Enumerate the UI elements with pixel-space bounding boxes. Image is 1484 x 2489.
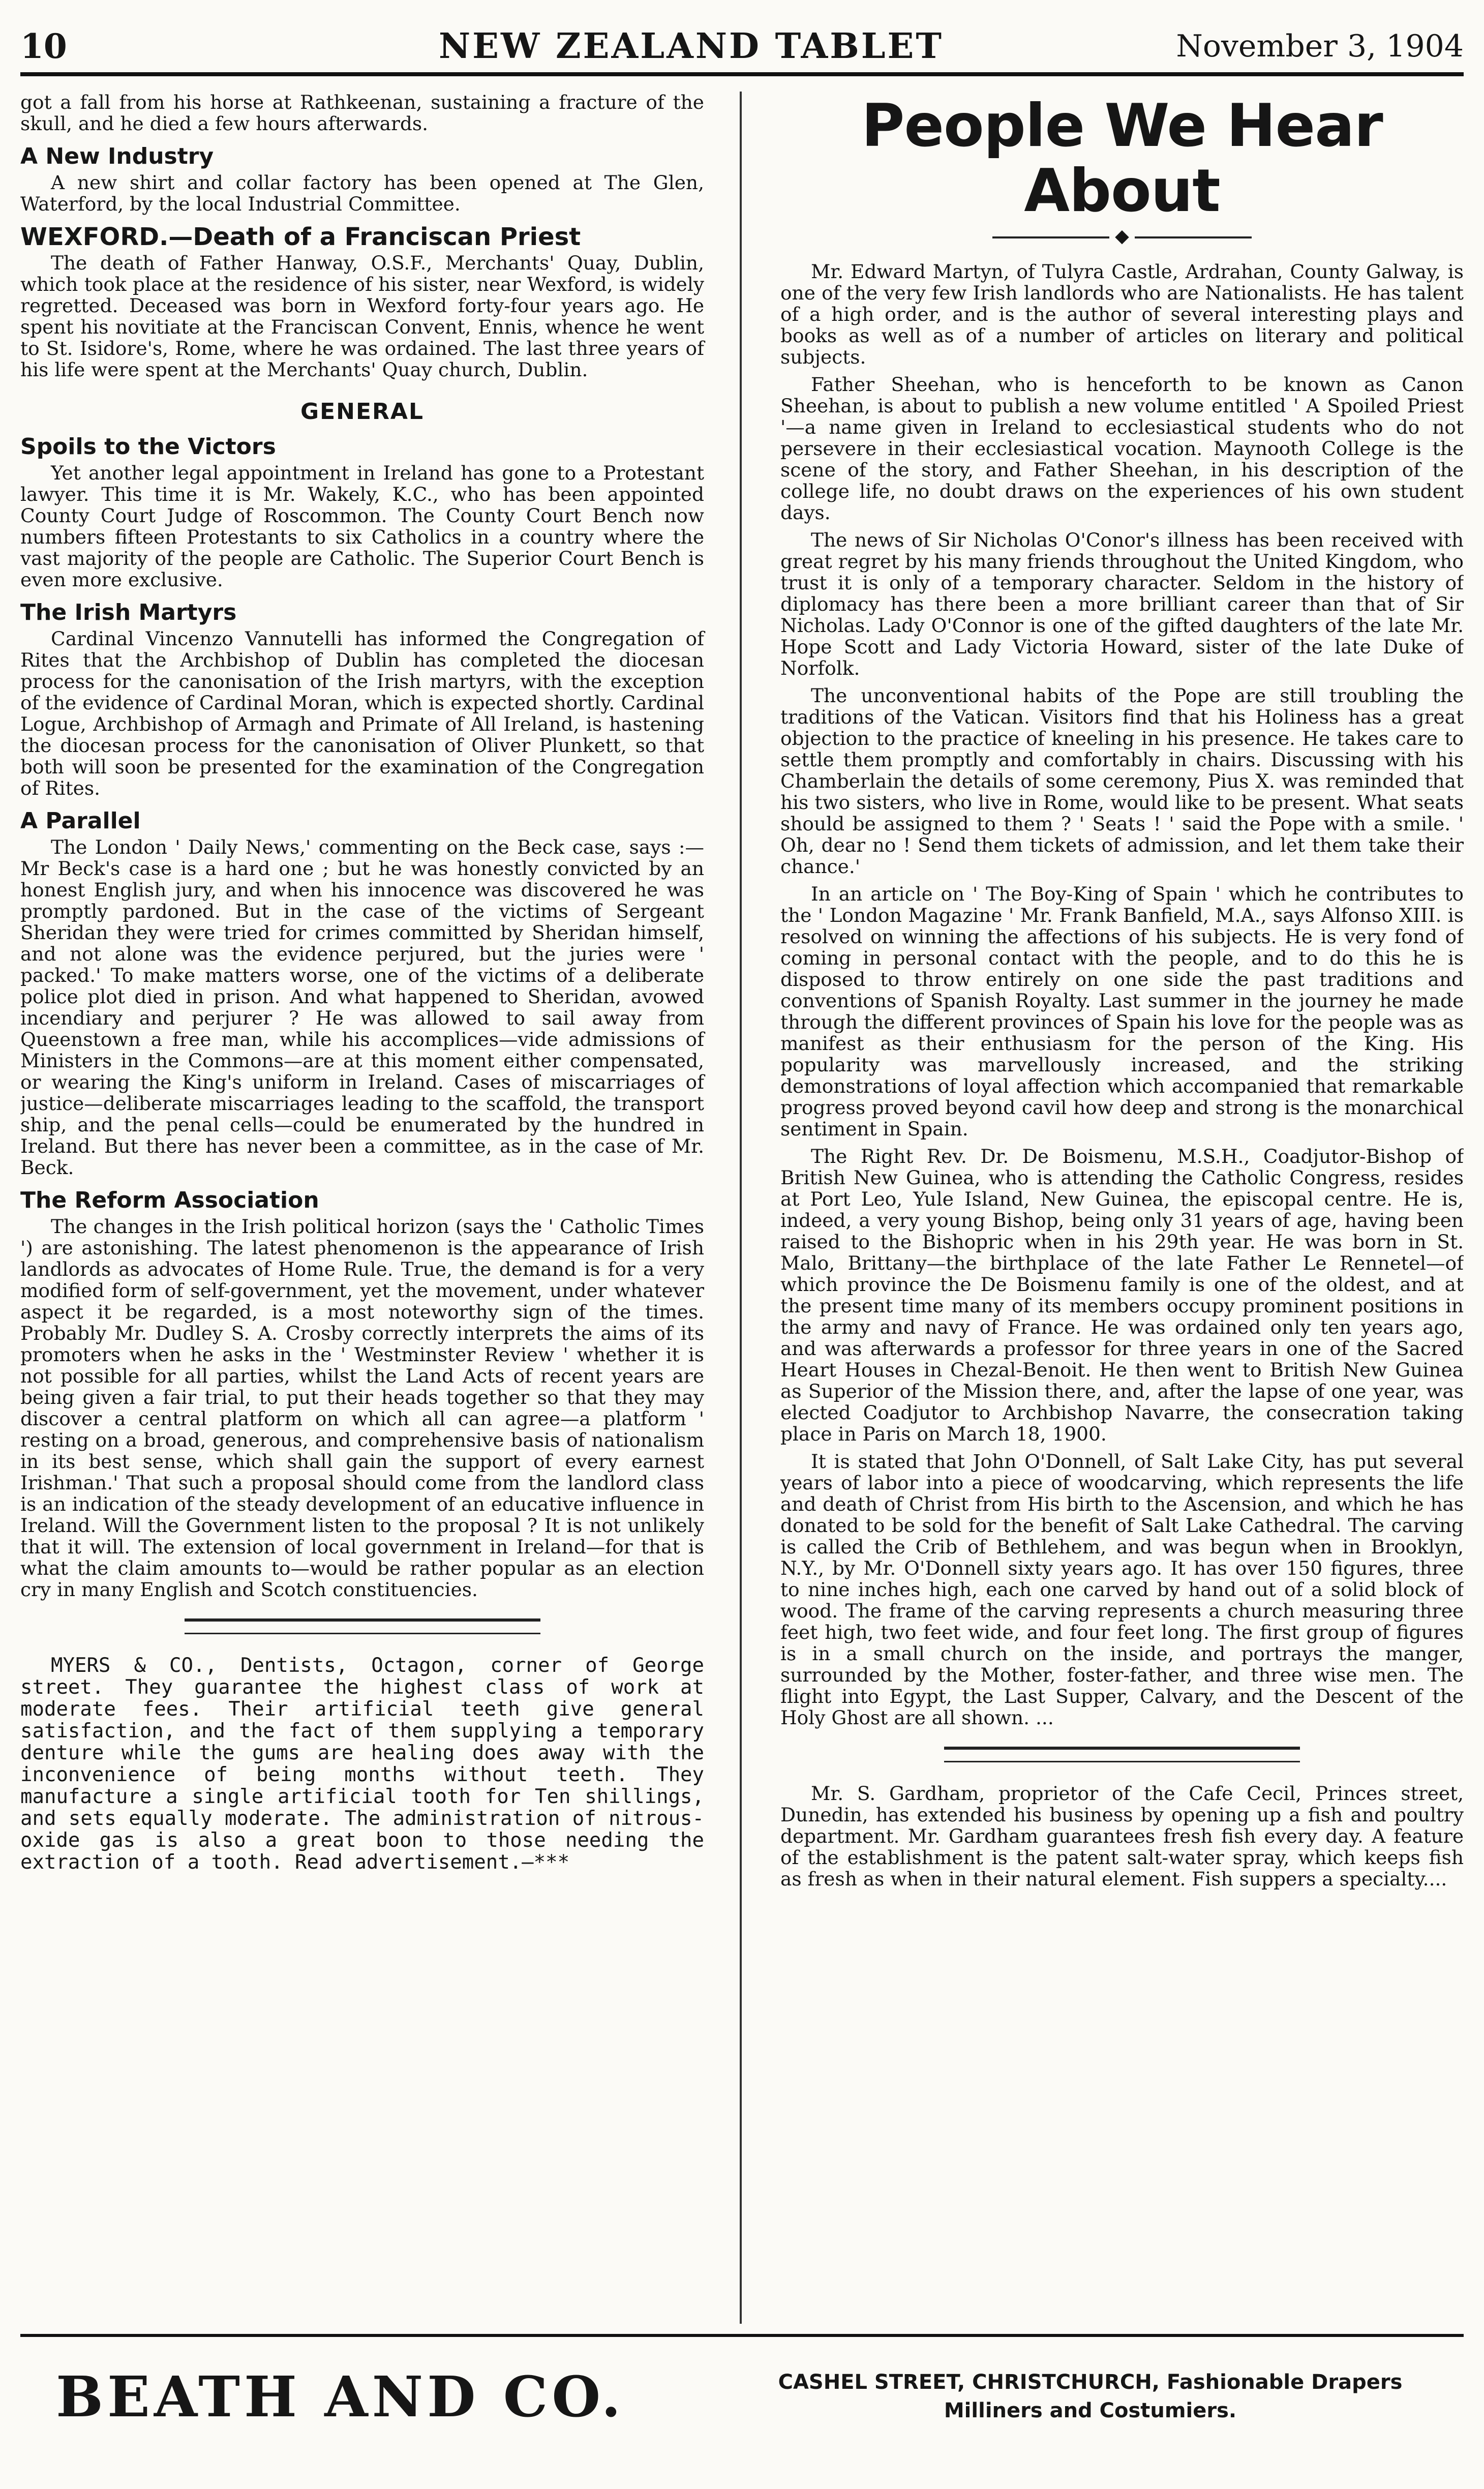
- odonnell-paragraph: It is stated that John O'Donnell, of Salt Lake City, has put several years of labor into a piece of woodcarving, which represents the life and death of Christ from His birth to the Ascension, and which he has donated to be sold for the benefit of Salt Lake Cathedral. The carving is called the Crib of Bethlehem, and was begun when in Brooklyn, N.Y., by Mr. O'Donnell sixty years ago. It has over 150 figures, three to nine inches high, each one carved by hand out of a solid block of wood. The frame of the carving represents a church measuring three feet high, two feet wide, and four feet long. The first group of figures is in a small church on the inside, and portrays the manger, surrounded by the Mother, foster-father, and three wise men. The flight into Egypt, the Last Supper, Calvary, and the Descent of the Holy Ghost are all shown. ...: [780, 1450, 1464, 1729]
- parallel-paragraph: The London ' Daily News,' commenting on the Beck case, says :—Mr Beck's case is a hard one ; but he was honestly convicted by an honest English jury, and when his innocence was discovered he was promptly pardoned. But in the case of the victims of Sergeant Sheridan they were tried for crimes committed by Sheridan himself, and not alone was the evidence perjured, but the juries were ' packed.' To make matters worse, one of the victims of a deliberate police plot died in prison. And what happened to Sheridan, avowed incendiary and perjurer ? He was allowed to sail away from Queenstown a free man, while his accomplices—vide admissions of Ministers in the Commons—are at this moment either compensated, or wearing the King's uniform in Ireland. Cases of miscarriages of justice—deliberate miscarriages leading to the scaffold, the transport ship, and the penal cells—could be enumerated by the hundred in Ireland. But there has never been a committee, as in the case of Mr. Beck.: [20, 836, 705, 1179]
- myers-paragraph: MYERS & CO., Dentists, Octagon, corner of George street. They guarantee the highest class of work at moderate fees. Their artificial teeth give general satisfaction, and the fact of them supplying a temporary denture while the gums are healing does away with the inconvenience of being months without teeth. They manufacture a single artificial tooth for Ten shillings, and sets equally moderate. The administration of nitrous-oxide gas is also a great boon to those needing the extraction of a tooth. Read advertisement.—***: [20, 1654, 705, 1874]
- sheehan-paragraph: Father Sheehan, who is henceforth to be known as Canon Sheehan, is about to publish a new volume entitled ' A Spoiled Priest '—a name given in Ireland to ecclesiastical students who do not persevere in their ecclesiastical vocation. Maynooth College is the scene of the story, and Father Sheehan, in his description of the college life, no doubt draws on the experiences of his own student days.: [780, 373, 1464, 524]
- page-number: 10: [20, 26, 67, 66]
- section-divider: [944, 1747, 1300, 1762]
- myers-advert: [20, 1655, 704, 1873]
- oconor-paragraph: The news of Sir Nicholas O'Conor's illness has been received with great regret by his many friends throughout the United Kingdom, who trust it is only of a temporary character. Seldom in the history of diplomacy has there been a more brilliant career than that of Sir Nicholas. Lady O'Connor is one of the gifted daughters of the late Mr. Hope Scott and Lady Victoria Howard, sister of the late Duke of Norfolk.: [780, 529, 1464, 679]
- masthead: [20, 20, 1464, 76]
- martyrs-heading: The Irish Martyrs: [20, 599, 237, 625]
- spoils-heading: Spoils to the Victors: [20, 434, 276, 460]
- people-heading: People We Hear About: [861, 92, 1383, 225]
- footer-line-1: CASHEL STREET, CHRISTCHURCH, Fashionable Drapers: [778, 2371, 1403, 2394]
- gardham-paragraph: Mr. S. Gardham, proprietor of the Cafe Cecil, Princes street, Dunedin, has extended his business by opening up a fish and poultry department. Mr. Gardham guarantees fresh fish every day. A feature of the establishment is the patent salt-water spray, which keeps fish as fresh as when in their natural element. Fish suppers a specialty....: [780, 1782, 1464, 1890]
- reform-heading: The Reform Association: [20, 1187, 319, 1213]
- right-column: [756, 92, 1464, 2324]
- footer-address: [717, 2368, 1464, 2425]
- footer-line-2: Milliners and Costumiers.: [944, 2399, 1237, 2422]
- parallel-heading: A Parallel: [20, 808, 141, 834]
- newspaper-title: NEW ZEALAND TABLET: [439, 26, 944, 67]
- king-paragraph: In an article on ' The Boy-King of Spain ' which he contributes to the ' London Magazine ' Mr. Frank Banfield, M.A., says Alfonso XIII. is resolved on winning the affections of his subjects. He is very fond of coming in personal contact with the people, and to do this he is disposed to throw entirely on one side the past traditions and conventions of Spanish Royalty. Last summer in the journey he made through the different provinces of Spain his love for the people was as manifest as their enthusiasm for the person of the King. His popularity was marvellously increased, and the striking demonstrations of loyal affection which accompanied that remarkable progress proved beyond cavil how deep and strong is the monarchical sentiment in Spain.: [780, 883, 1464, 1140]
- columns: [20, 92, 1464, 2324]
- heading-ornament: ◆: [780, 226, 1464, 247]
- new-industry-paragraph: A new shirt and collar factory has been opened at The Glen, Waterford, by the local Industrial Committee.: [20, 171, 705, 215]
- column-rule: [740, 92, 742, 2324]
- spoils-paragraph: Yet another legal appointment in Ireland has gone to a Protestant lawyer. This time it is Mr. Wakely, K.C., who has been appointed County Court Judge of Roscommon. The County Court Bench now numbers fifteen Protestants to six Catholics in a country where the vast majority of the people are Catholic. The Superior Court Bench is even more exclusive.: [20, 462, 705, 591]
- section-divider: [185, 1618, 540, 1634]
- issue-date: November 3, 1904: [1176, 28, 1464, 64]
- wexford-paragraph: The death of Father Hanway, O.S.F., Merchants' Quay, Dublin, which took place at the residence of his sister, near Wexford, is widely regretted. Deceased was born in Wexford forty-four years ago. He spent his novitiate at the Franciscan Convent, Ennis, whence he went to St. Isidore's, Rome, where he was ordained. The last three years of his life were spent at the Merchants' Quay church, Dublin.: [20, 252, 705, 381]
- general-heading: GENERAL: [300, 399, 425, 425]
- reform-paragraph: The changes in the Irish political horizon (says the ' Catholic Times ') are astonishing. The latest phenomenon is the appearance of Irish landlords as advocates of Home Rule. True, the demand is for a very modified form of self-government, yet the movement, under whatever aspect it be regarded, is a most noteworthy sign of the times. Probably Mr. Dudley S. A. Crosby correctly interprets the aims of its promoters when he asks in the ' Westminster Review ' whether it is not possible for all parties, whilst the Land Acts of recent years are being given a fair trial, to put their heads together so that they may discover a central platform on which all can agree—a platform ' resting on a broad, generous, and comprehensive basis of nationalism in its best sense, which shall gain the support of every earnest Irishman.' That such a proposal should come from the landlord class is an indication of the steady development of an educative influence in Ireland. Will the Government listen to the proposal ? It is not unlikely that it will. The extension of local government in Ireland—for that is what the claim amounts to—would be rather popular as an election cry in many English and Scotch constituencies.: [20, 1215, 705, 1601]
- wexford-heading: WEXFORD.—Death of a Franciscan Priest: [20, 223, 581, 251]
- footer-advert: [20, 2334, 1464, 2456]
- beath-logo: BEATH AND CO.: [56, 2363, 625, 2430]
- fall-paragraph: got a fall from his horse at Rathkeenan, sustaining a fracture of the skull, and he died a few hours afterwards.: [20, 92, 705, 135]
- pope-paragraph: The unconventional habits of the Pope are still troubling the traditions of the Vatican. Visitors find that his Holiness has a great objection to the practice of kneeling in his presence. He takes care to settle them promptly and comfortably in chairs. Discussing with his Chamberlain the details of some ceremony, Pius X. was reminded that his two sisters, who live in Rome, would like to be present. What seats should be assigned to them ? ' Seats ! ' said the Pope with a smile. ' Oh, dear no ! Send them tickets of admission, and let them take their chance.': [780, 684, 1464, 878]
- martyn-paragraph: Mr. Edward Martyn, of Tulyra Castle, Ardrahan, County Galway, is one of the very few Irish landlords who are Nationalists. He has talent of a high order, and is the author of several interesting plays and books as well as of a number of articles on literary and political subjects.: [780, 260, 1464, 368]
- martyrs-paragraph: Cardinal Vincenzo Vannutelli has informed the Congregation of Rites that the Archbishop of Dublin has completed the diocesan process for the canonisation of the Irish martyrs, with the exception of the evidence of Cardinal Moran, which is expected shortly. Cardinal Logue, Archbishop of Armagh and Primate of All Ireland, is hastening the diocesan process for the canonisation of Oliver Plunkett, so that both will soon be presented for the examination of the Congregation of Rites.: [20, 627, 705, 799]
- new-industry-heading: A New Industry: [20, 143, 214, 169]
- left-column: [20, 92, 725, 2324]
- boismenu-paragraph: The Right Rev. Dr. De Boismenu, M.S.H., Coadjutor-Bishop of British New Guinea, who is attending the Catholic Congress, resides at Port Leo, Yule Island, New Guinea, the episcopal centre. He is, indeed, a very young Bishop, being only 31 years of age, having been raised to the Bishopric when in his 29th year. He was born in St. Malo, Brittany—the birthplace of the late Father Le Rennetel—of which province the De Boismenu family is one of the oldest, and at the present time many of its members occupy prominent positions in the army and navy of France. He was ordained only ten years ago, and was afterwards a professor for three years in one of the Sacred Heart Houses in Chezal-Benoit. He then went to British New Guinea as Superior of the Mission there, and, after the lapse of one year, was elected Coadjutor to Archbishop Navarre, the consecration taking place in Paris on March 18, 1900.: [780, 1145, 1464, 1445]
